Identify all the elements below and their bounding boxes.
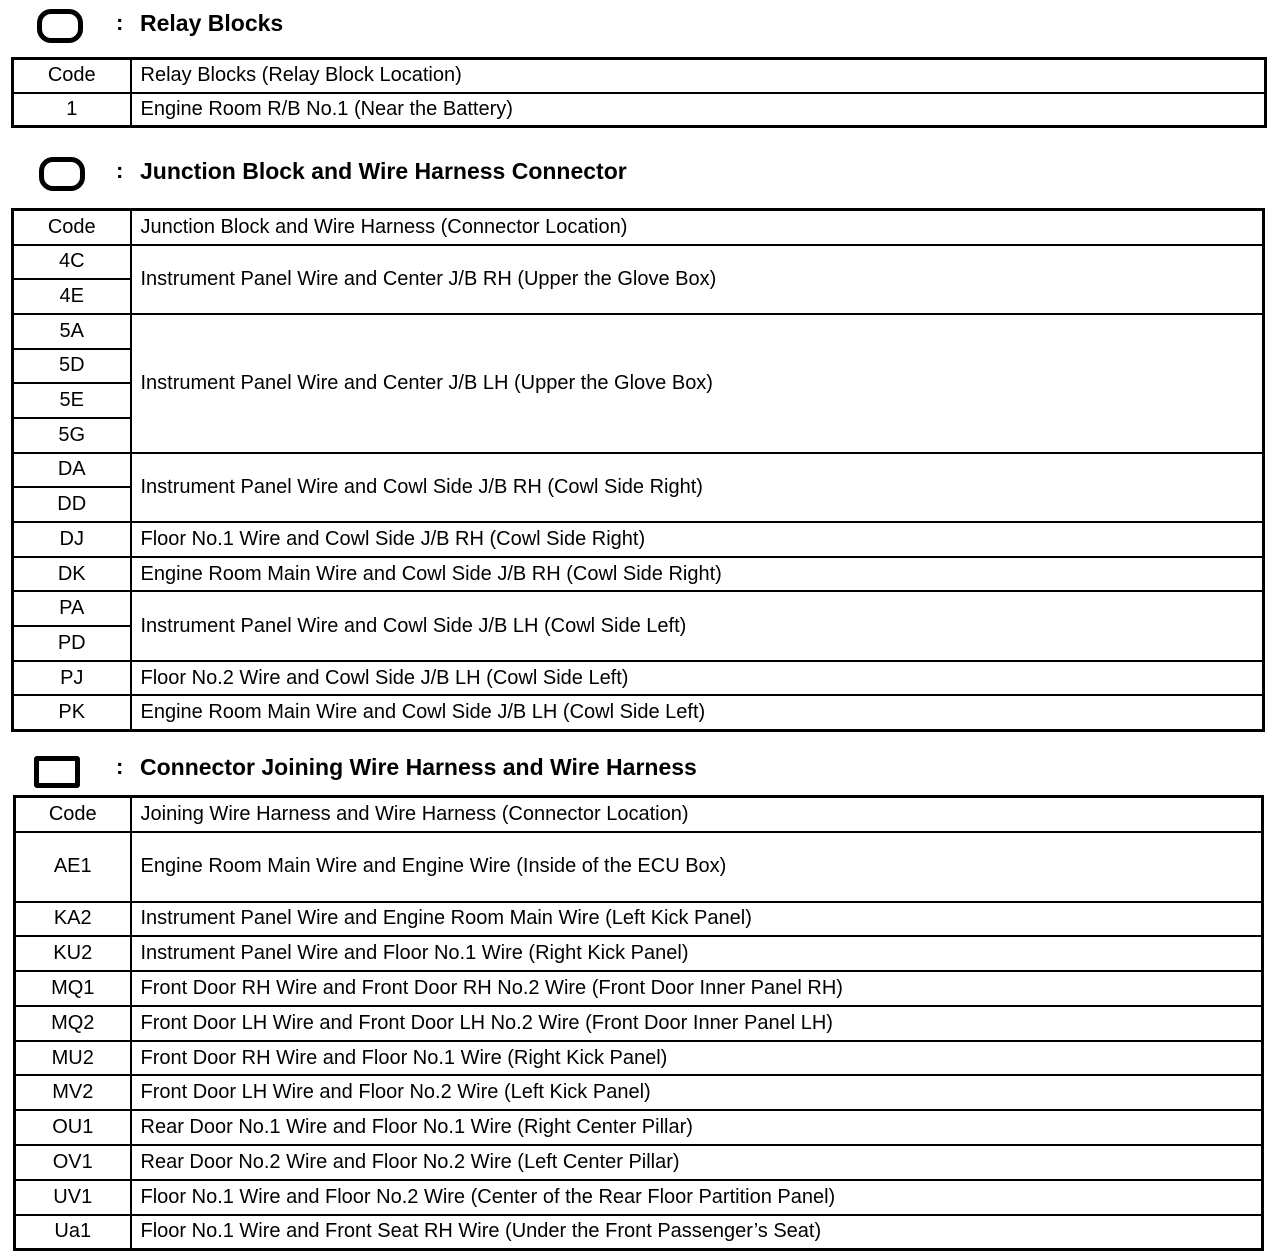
- connector-symbol-icon: [34, 756, 80, 788]
- junction-blocks-title: Junction Block and Wire Harness Connector: [140, 158, 627, 184]
- table-row: [13, 557, 1264, 592]
- table-row: [13, 314, 1264, 349]
- row-desc: Front Door RH Wire and Floor No.1 Wire (Right Kick Panel): [131, 1041, 1263, 1076]
- junction-blocks-colon: :: [116, 158, 124, 183]
- row-code: 4E: [13, 279, 131, 314]
- row-desc: Engine Room Main Wire and Engine Wire (Inside of the ECU Box): [131, 832, 1263, 902]
- header-code: Code: [13, 210, 131, 245]
- table-row: [13, 245, 1264, 280]
- row-desc: Instrument Panel Wire and Center J/B RH (Upper the Glove Box): [131, 245, 1264, 314]
- row-code: DA: [13, 453, 131, 488]
- row-code: 4C: [13, 245, 131, 280]
- row-desc: Front Door LH Wire and Front Door LH No.2 Wire (Front Door Inner Panel LH): [131, 1006, 1263, 1041]
- row-desc: Instrument Panel Wire and Cowl Side J/B LH (Cowl Side Left): [131, 591, 1264, 660]
- row-desc: Floor No.1 Wire and Front Seat RH Wire (Under the Front Passenger’s Seat): [131, 1215, 1263, 1250]
- row-code: AE1: [15, 832, 131, 902]
- table-row: [15, 936, 1263, 971]
- table-row: [15, 1145, 1263, 1180]
- row-desc: Engine Room R/B No.1 (Near the Battery): [131, 93, 1266, 127]
- row-code: PD: [13, 626, 131, 661]
- row-code: MV2: [15, 1075, 131, 1110]
- row-code: DD: [13, 487, 131, 522]
- table-row: [15, 1041, 1263, 1076]
- row-code: DJ: [13, 522, 131, 557]
- table-row: [15, 971, 1263, 1006]
- row-desc: Floor No.2 Wire and Cowl Side J/B LH (Cowl Side Left): [131, 661, 1264, 696]
- row-desc: Front Door RH Wire and Front Door RH No.2 Wire (Front Door Inner Panel RH): [131, 971, 1263, 1006]
- row-code: Ua1: [15, 1215, 131, 1250]
- row-desc: Front Door LH Wire and Floor No.2 Wire (Left Kick Panel): [131, 1075, 1263, 1110]
- table-row: [15, 1110, 1263, 1145]
- row-code: KU2: [15, 936, 131, 971]
- table-row: [15, 1006, 1263, 1041]
- joining-connectors-colon: :: [116, 754, 124, 779]
- row-code: 1: [13, 93, 131, 127]
- table-row: [13, 695, 1264, 730]
- row-code: OV1: [15, 1145, 131, 1180]
- table-row: [13, 453, 1264, 488]
- row-code: 5G: [13, 418, 131, 453]
- row-code: 5A: [13, 314, 131, 349]
- row-code: PJ: [13, 661, 131, 696]
- table-header-row: [13, 59, 1266, 93]
- table-header-row: [15, 797, 1263, 832]
- row-desc: Engine Room Main Wire and Cowl Side J/B LH (Cowl Side Left): [131, 695, 1264, 730]
- junction-blocks-table: [11, 208, 1265, 732]
- table-row: [15, 902, 1263, 937]
- header-code: Code: [15, 797, 131, 832]
- relay-blocks-table: [11, 57, 1267, 128]
- row-code: MU2: [15, 1041, 131, 1076]
- row-desc: Rear Door No.1 Wire and Floor No.1 Wire (Right Center Pillar): [131, 1110, 1263, 1145]
- row-code: DK: [13, 557, 131, 592]
- joining-connectors-table: [13, 795, 1264, 1251]
- row-code: 5D: [13, 349, 131, 384]
- table-row: [15, 1180, 1263, 1215]
- row-code: PA: [13, 591, 131, 626]
- table-row: [15, 1075, 1263, 1110]
- row-code: MQ2: [15, 1006, 131, 1041]
- relay-blocks-title: Relay Blocks: [140, 10, 284, 36]
- row-desc: Engine Room Main Wire and Cowl Side J/B RH (Cowl Side Right): [131, 557, 1264, 592]
- row-code: PK: [13, 695, 131, 730]
- header-code: Code: [13, 59, 131, 93]
- row-desc: Floor No.1 Wire and Cowl Side J/B RH (Cowl Side Right): [131, 522, 1264, 557]
- row-code: MQ1: [15, 971, 131, 1006]
- header-desc: Joining Wire Harness and Wire Harness (Connector Location): [131, 797, 1263, 832]
- row-desc: Instrument Panel Wire and Floor No.1 Wire (Right Kick Panel): [131, 936, 1263, 971]
- header-desc: Junction Block and Wire Harness (Connector Location): [131, 210, 1264, 245]
- table-row: [15, 1215, 1263, 1250]
- row-code: KA2: [15, 902, 131, 937]
- table-row: [15, 832, 1263, 902]
- table-row: [13, 93, 1266, 127]
- relay-blocks-colon: :: [116, 10, 124, 35]
- row-desc: Rear Door No.2 Wire and Floor No.2 Wire (Left Center Pillar): [131, 1145, 1263, 1180]
- row-desc: Instrument Panel Wire and Engine Room Main Wire (Left Kick Panel): [131, 902, 1263, 937]
- table-header-row: [13, 210, 1264, 245]
- row-code: 5E: [13, 383, 131, 418]
- row-desc: Instrument Panel Wire and Center J/B LH (Upper the Glove Box): [131, 314, 1264, 453]
- joining-connectors-title: Connector Joining Wire Harness and Wire Harness: [140, 754, 697, 780]
- row-desc: Instrument Panel Wire and Cowl Side J/B RH (Cowl Side Right): [131, 453, 1264, 522]
- header-desc: Relay Blocks (Relay Block Location): [131, 59, 1266, 93]
- row-code: OU1: [15, 1110, 131, 1145]
- table-row: [13, 661, 1264, 696]
- row-code: UV1: [15, 1180, 131, 1215]
- table-row: [13, 522, 1264, 557]
- relay-block-symbol-icon: [37, 9, 83, 43]
- row-desc: Floor No.1 Wire and Floor No.2 Wire (Center of the Rear Floor Partition Panel): [131, 1180, 1263, 1215]
- table-row: [13, 591, 1264, 626]
- junction-block-symbol-icon: [39, 157, 85, 191]
